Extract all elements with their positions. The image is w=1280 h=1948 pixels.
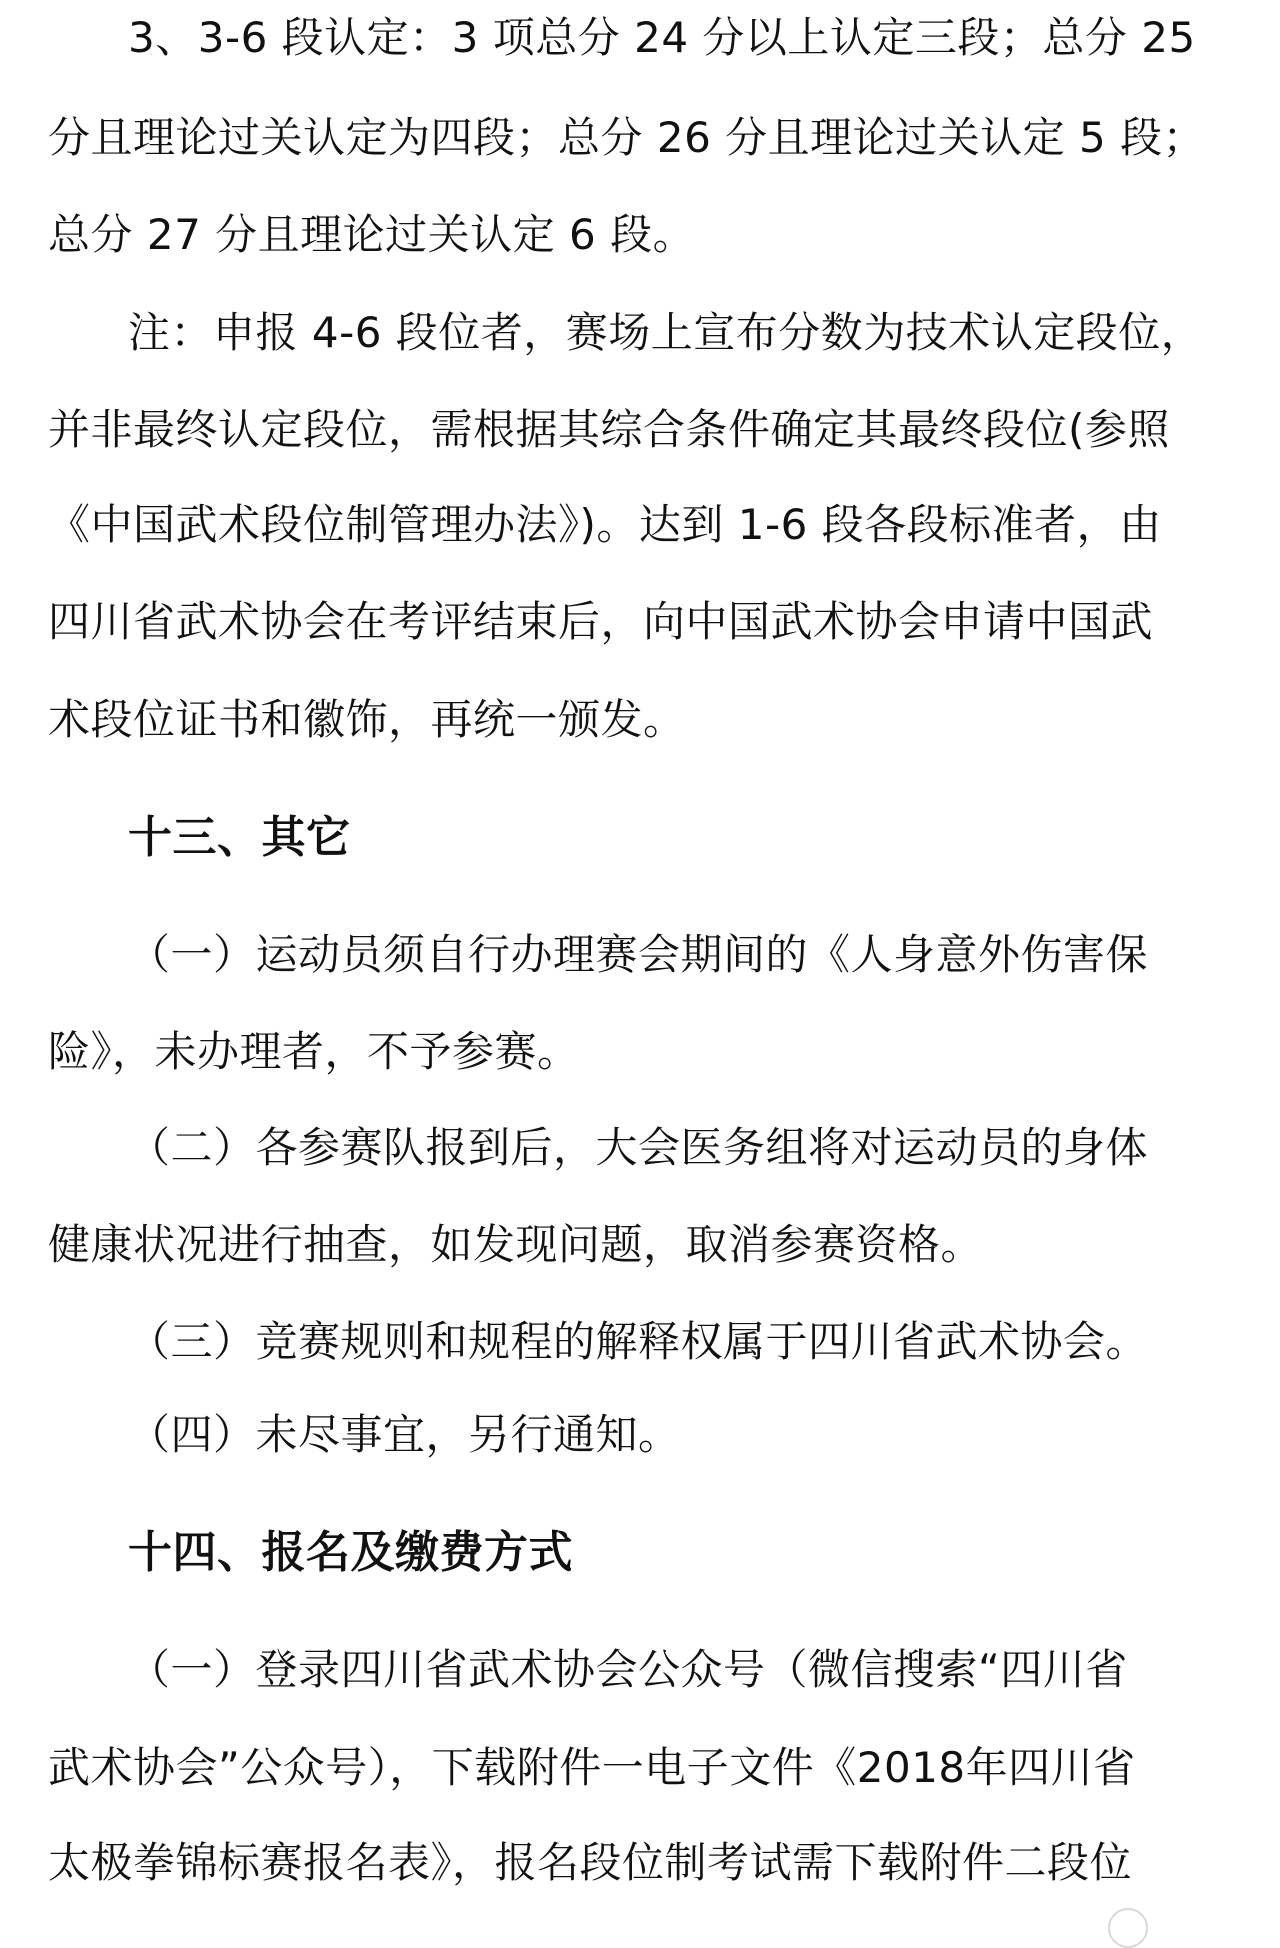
section-heading: 十三、其它: [128, 812, 351, 863]
paragraph-line: 并非最终认定段位，需根据其综合条件确定其最终段位(参照: [48, 405, 1170, 454]
paragraph-line: （二）各参赛队报到后，大会医务组将对运动员的身体: [128, 1123, 1149, 1172]
paragraph-line: 3、3-6 段认定：3 项总分 24 分以上认定三段；总分 25: [128, 13, 1196, 62]
paragraph-line: （一）登录四川省武术协会公众号（微信搜索“四川省: [128, 1645, 1128, 1694]
paragraph-line: （三）竞赛规则和规程的解释权属于四川省武术协会。: [128, 1317, 1149, 1366]
watermark-icon: [1108, 1908, 1148, 1948]
section-heading: 十四、报名及缴费方式: [128, 1527, 573, 1578]
paragraph-line: 分且理论过关认定为四段；总分 26 分且理论过关认定 5 段；: [48, 113, 1206, 162]
paragraph-line: （四）未尽事宜，另行通知。: [128, 1410, 681, 1459]
paragraph-line: 四川省武术协会在考评结束后，向中国武术协会申请中国武: [48, 597, 1154, 646]
paragraph-line: （一）运动员须自行办理赛会期间的《人身意外伤害保: [128, 930, 1149, 979]
paragraph-line: 武术协会”公众号），下载附件一电子文件《2018年四川省: [48, 1743, 1136, 1792]
paragraph-line: 太极拳锦标赛报名表》，报名段位制考试需下载附件二段位: [48, 1838, 1133, 1887]
paragraph-line: 险》，未办理者，不予参赛。: [48, 1027, 580, 1076]
paragraph-line: 注：申报 4-6 段位者，赛场上宣布分数为技术认定段位，: [128, 308, 1204, 357]
paragraph-line: 健康状况进行抽查，如发现问题，取消参赛资格。: [48, 1220, 984, 1269]
paragraph-line: 术段位证书和徽饰，再统一颁发。: [48, 695, 686, 744]
paragraph-line: 《中国武术段位制管理办法》)。达到 1-6 段各段标准者，由: [48, 500, 1162, 549]
paragraph-line: 总分 27 分且理论过关认定 6 段。: [48, 210, 696, 259]
